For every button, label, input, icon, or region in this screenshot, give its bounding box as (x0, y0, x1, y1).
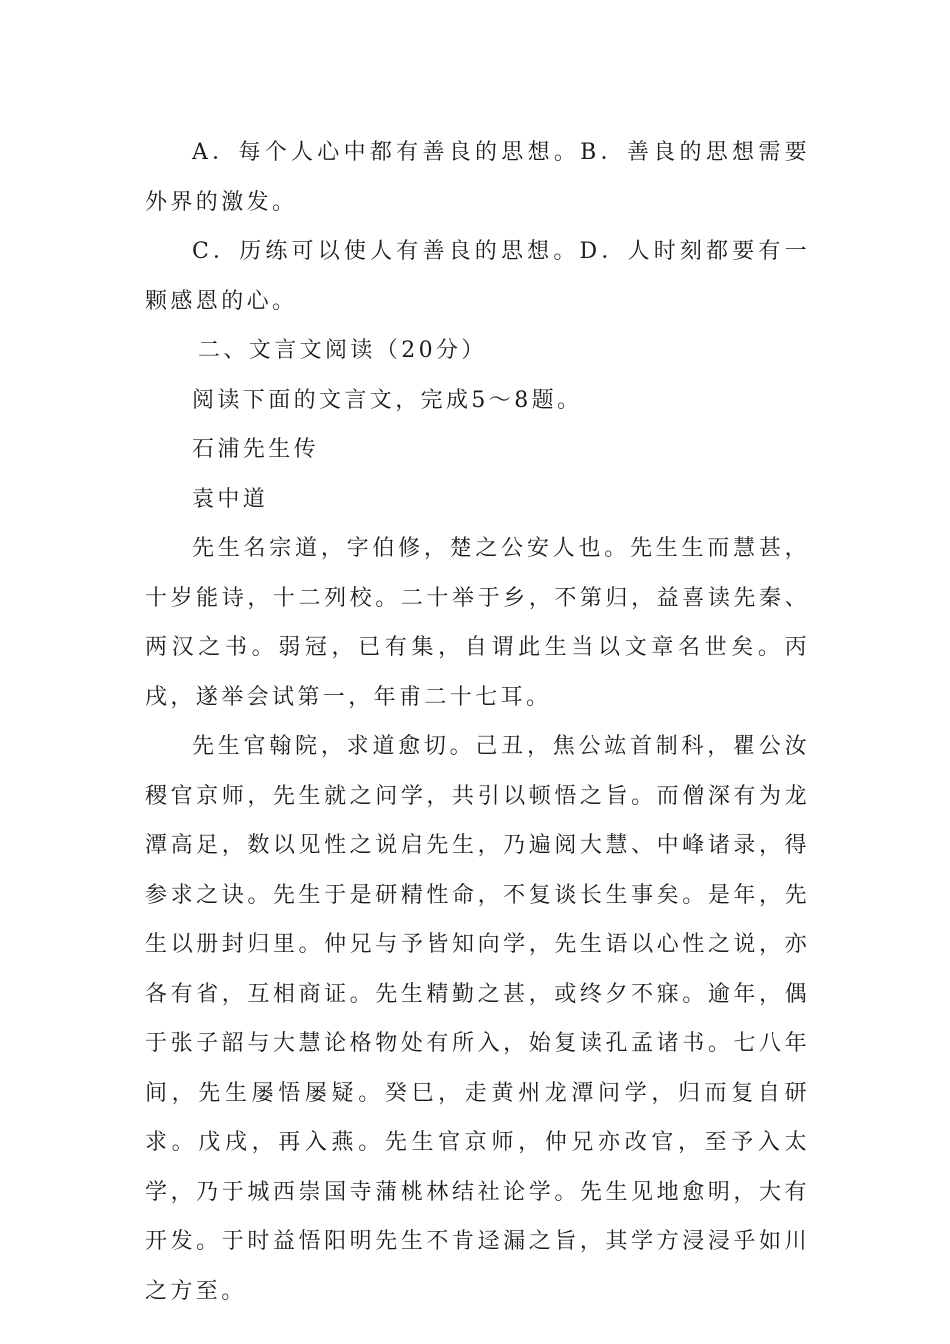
article-author: 袁中道 (192, 486, 269, 512)
section-heading: 二、文言文阅读（20分） (198, 338, 487, 363)
article-paragraph: 先生官翰院，求道愈切。己丑，焦公竑首制科，瞿公汝稷官京师，先生就之问学，共引以顿悟之旨。而僧深有为龙潭高足，数以见性之说启先生，乃遍阅大慧、中峰诸录，得参求之诀。先生于是研精性命，不复谈长生事矣。是年，先生以册封归里。仲兄与予皆知向学，先生语以心性之说，亦各有省，互相商证。先生精勤之甚，或终夕不寐。逾年，偶于张子韶与大慧论格物处有所入，始复读孔孟诸书。七八年间，先生屡悟屡疑。癸巳，走黄州龙潭问学，归而复自研求。戊戌，再入燕。先生官京师，仲兄亦改官，至予入太学，乃于城西崇国寺蒲桃林结社论学。先生见地愈明，大有开发。于时益悟阳明先生不肯迳漏之旨，其学方浸浸乎如川之方至。 (145, 734, 810, 1304)
document-body (145, 128, 810, 1316)
article-paragraph: 先生名宗道，字伯修，楚之公安人也。先生生而慧甚，十岁能诗，十二列校。二十举于乡，不第归，益喜读先秦、两汉之书。弱冠，已有集，自谓此生当以文章名世矣。丙戌，遂举会试第一，年甫二十七耳。 (145, 536, 810, 710)
choice-ab: A．每个人心中都有善良的思想。B．善良的思想需要外界的激发。 (145, 140, 810, 215)
choice-cd: C．历练可以使人有善良的思想。D．人时刻都要有一颗感恩的心。 (145, 239, 810, 314)
reading-instruction: 阅读下面的文言文，完成5～8题。 (192, 387, 583, 413)
article-title: 石浦先生传 (192, 437, 320, 462)
